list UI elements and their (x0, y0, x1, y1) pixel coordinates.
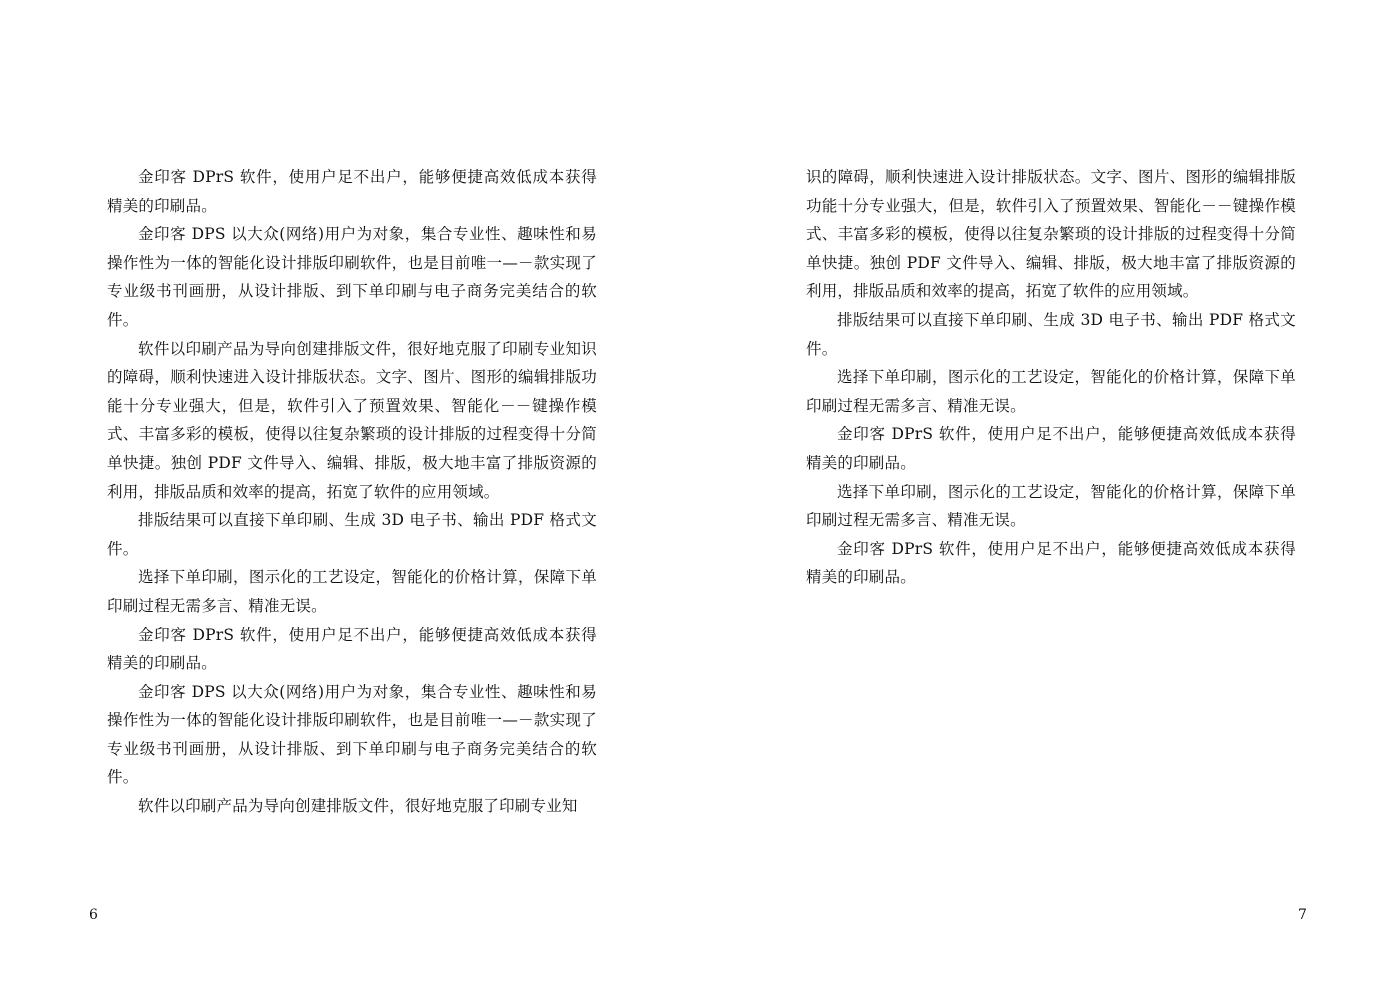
paragraph: 排版结果可以直接下单印刷、生成 3D 电子书、输出 PDF 格式文件。 (806, 310, 1296, 358)
paragraph: 金印客 DPrS 软件，使用户足不出户，能够便捷高效低成本获得精美的印刷品。 (107, 168, 597, 215)
right-page (699, 0, 1398, 982)
paragraph: 金印客 DPrS 软件，使用户足不出户，能够便捷高效低成本获得精美的印刷品。 (107, 625, 597, 673)
left-page-body (107, 163, 597, 821)
paragraph: 软件以印刷产品为导向创建排版文件，很好地克服了印刷专业知 (138, 797, 578, 816)
paragraph: 选择下单印刷，图示化的工艺设定，智能化的价格计算，保障下单印刷过程无需多言、精准无误。 (806, 482, 1296, 530)
paragraph: 金印客 DPS 以大众(网络)用户为对象，集合专业性、趣味性和易操作性为一体的智能化设计排版印刷软件，也是目前唯一—－款实现了专业级书刊画册，从设计排版、到下单印刷与电子商务完美结合的软件。 (107, 225, 597, 329)
page-number-left: 6 (89, 907, 98, 923)
right-page-body (806, 163, 1296, 592)
paragraph: 选择下单印刷，图示化的工艺设定，智能化的价格计算，保障下单印刷过程无需多言、精准无误。 (107, 568, 597, 615)
paragraph: 金印客 DPrS 软件，使用户足不出户，能够便捷高效低成本获得精美的印刷品。 (806, 425, 1296, 472)
paragraph: 金印客 DPS 以大众(网络)用户为对象，集合专业性、趣味性和易操作性为一体的智能化设计排版印刷软件，也是目前唯一—－款实现了专业级书刊画册，从设计排版、到下单印刷与电子商务完美结合的软件。 (107, 682, 597, 787)
paragraph: 排版结果可以直接下单印刷、生成 3D 电子书、输出 PDF 格式文件。 (107, 511, 597, 558)
paragraph: 金印客 DPrS 软件，使用户足不出户，能够便捷高效低成本获得精美的印刷品。 (806, 539, 1296, 587)
page-number-right: 7 (1298, 907, 1307, 923)
paragraph: 软件以印刷产品为导向创建排版文件，很好地克服了印刷专业知识的障碍，顺利快速进入设计排版状态。文字、图片、图形的编辑排版功能十分专业强大，但是，软件引入了预置效果、智能化－－键操作模式、丰富多彩的模板，使得以往复杂繁琐的设计排版的过程变得十分简单快捷。独创 PDF 文件导入、编辑、排版，极大地丰富了排版资源的利用，排版品质和效率的提高，拓宽了软件的应用领域。 (107, 339, 597, 501)
paragraph-continuation: 识的障碍，顺利快速进入设计排版状态。文字、图片、图形的编辑排版功能十分专业强大，但是，软件引入了预置效果、智能化－－键操作模式、丰富多彩的模板，使得以往复杂繁琐的设计排版的过程变得十分简单快捷。独创 PDF 文件导入、编辑、排版，极大地丰富了排版资源的利用，排版品质和效率的提高，拓宽了软件的应用领域。 (806, 168, 1296, 301)
paragraph: 选择下单印刷，图示化的工艺设定，智能化的价格计算，保障下单印刷过程无需多言、精准无误。 (806, 368, 1296, 415)
